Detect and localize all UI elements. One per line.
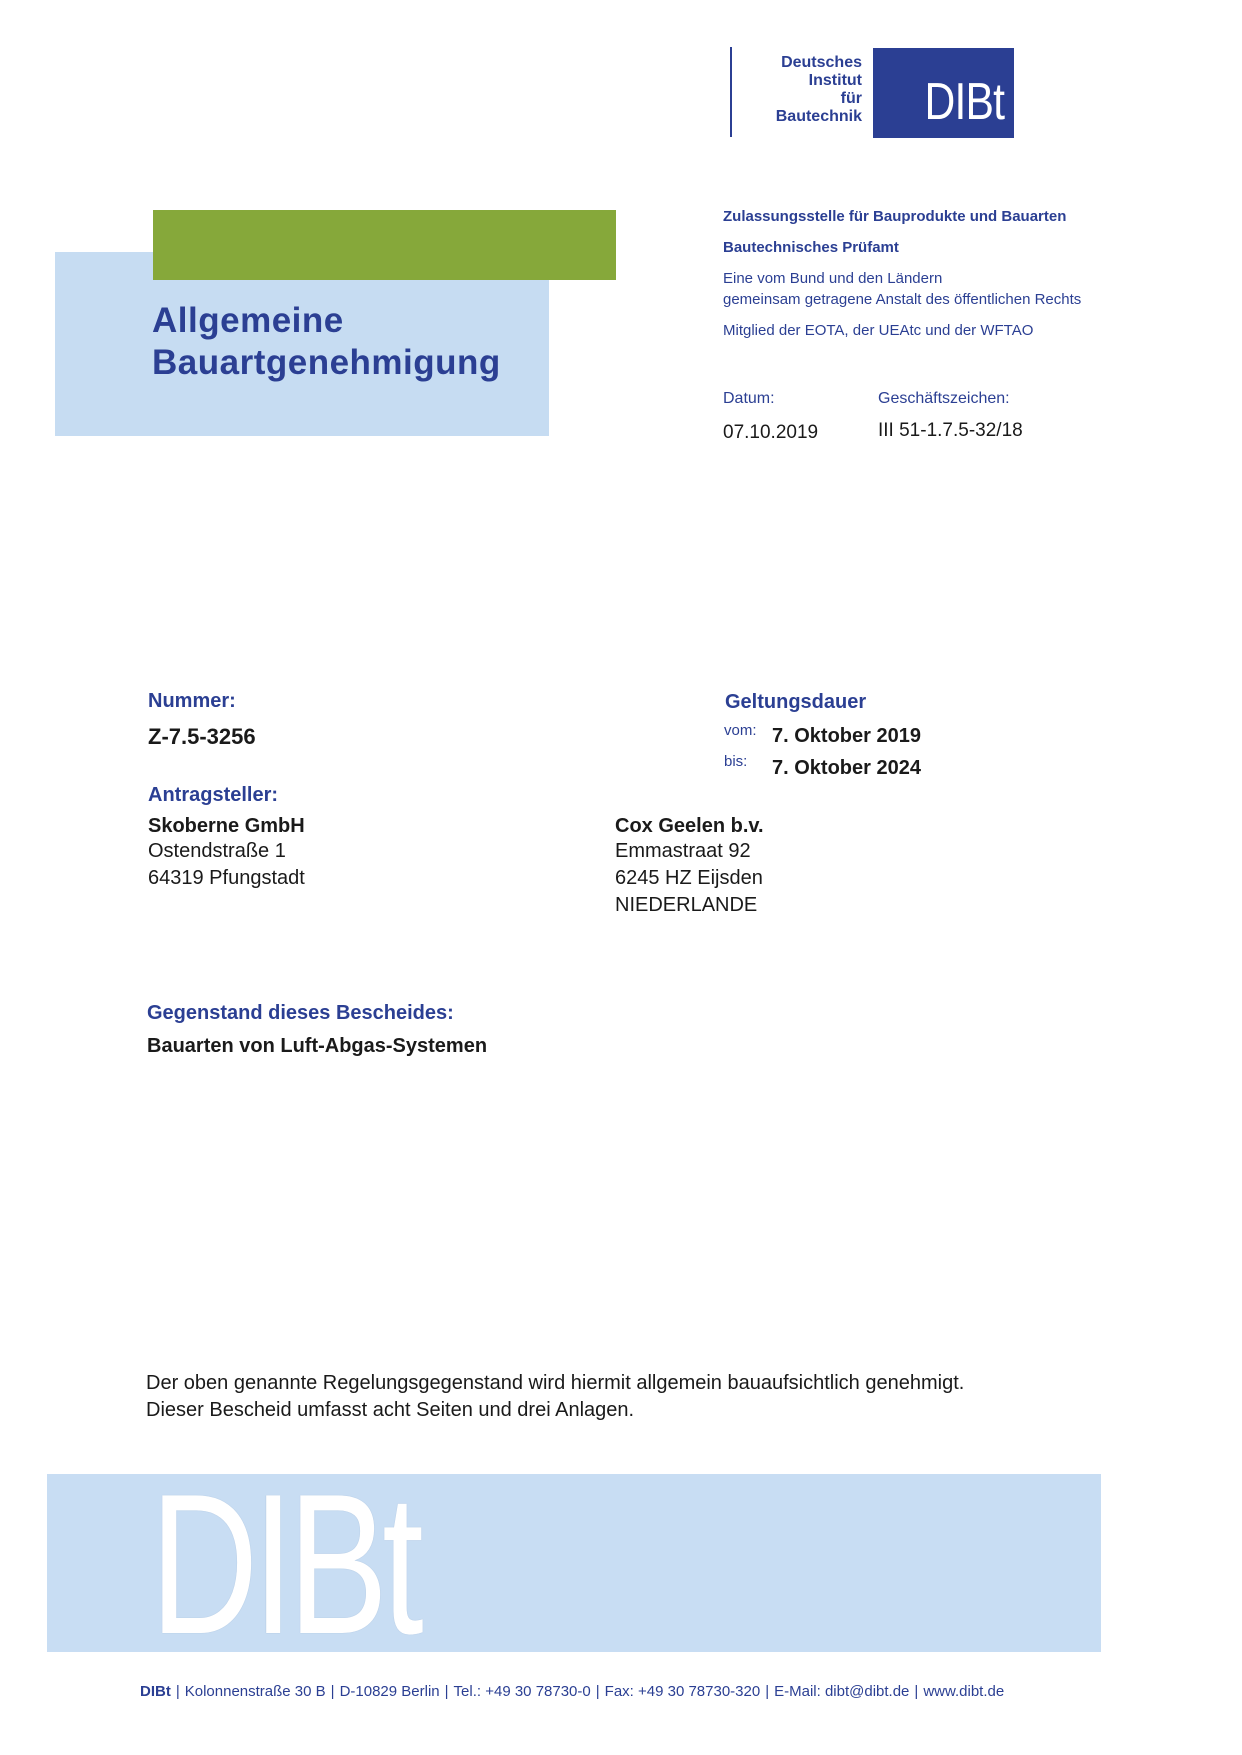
antragsteller-label: Antragsteller: xyxy=(148,784,279,806)
geschaeftszeichen-label: Geschäftszeichen: xyxy=(878,390,1010,407)
logo-divider xyxy=(730,47,732,137)
applicant-1-city: 64319 Pfungstadt xyxy=(148,867,305,889)
geschaeftszeichen-value: III 51-1.7.5-32/18 xyxy=(878,420,1023,441)
applicant-1-street: Ostendstraße 1 xyxy=(148,840,286,862)
applicant-2 xyxy=(615,815,764,919)
gegenstand-value: Bauarten von Luft-Abgas-Systemen xyxy=(147,1035,488,1057)
title-accent-bar xyxy=(153,210,616,280)
dibt-logo-mark: DIBt xyxy=(924,73,1004,131)
vom-label: vom: xyxy=(724,722,757,739)
logo-line-4: Bautechnik xyxy=(775,108,862,125)
dibt-logo xyxy=(873,48,1014,138)
bis-label: bis: xyxy=(724,753,748,770)
applicant-2-street: Emmastraat 92 xyxy=(615,840,751,862)
nummer-value: Z-7.5-3256 xyxy=(148,724,256,749)
footer-tel: Tel.: +49 30 78730-0 xyxy=(453,1683,591,1700)
geltungsdauer-label: Geltungsdauer xyxy=(725,691,867,713)
title-line-2: Bauartgenehmigung xyxy=(152,343,501,382)
info-line-1: Zulassungsstelle für Bauprodukte und Bauarten xyxy=(723,208,1067,225)
logo-line-2: Institut xyxy=(808,72,862,89)
applicant-1-name: Skoberne GmbH xyxy=(148,815,305,837)
applicant-2-country: NIEDERLANDE xyxy=(615,894,758,916)
info-line-3: Eine vom Bund und den Ländern xyxy=(723,270,943,287)
nummer-label: Nummer: xyxy=(148,690,236,712)
applicant-1 xyxy=(148,815,305,892)
institute-name xyxy=(740,54,862,126)
vom-value: 7. Oktober 2019 xyxy=(772,725,921,747)
footer-contact: DIBt | Kolonnenstraße 30 B | D-10829 Berlin | Tel.: +49 30 78730-0 | Fax: +49 30 78730-320 | E-Mail: dibt@dibt.de | www.dibt.de xyxy=(140,1683,1005,1700)
banner-dibt-logo: DIBt xyxy=(150,1453,418,1676)
title-line-1: Allgemeine xyxy=(152,301,344,340)
logo-line-3: für xyxy=(840,90,862,107)
footer-city: D-10829 Berlin xyxy=(339,1683,440,1700)
statement-line-1: Der oben genannte Regelungsgegenstand wird hiermit allgemein bauaufsichtlich genehmigt. xyxy=(146,1372,965,1394)
document-title xyxy=(152,300,501,384)
info-line-2: Bautechnisches Prüfamt xyxy=(723,239,899,256)
footer-web[interactable]: www.dibt.de xyxy=(923,1683,1005,1700)
bis-value: 7. Oktober 2024 xyxy=(772,757,921,779)
statement-line-2: Dieser Bescheid umfasst acht Seiten und drei Anlagen. xyxy=(146,1399,635,1421)
gegenstand-label: Gegenstand dieses Bescheides: xyxy=(147,1002,454,1024)
approval-statement xyxy=(146,1370,964,1424)
footer-address: Kolonnenstraße 30 B xyxy=(184,1683,326,1700)
datum-value: 07.10.2019 xyxy=(723,422,819,443)
applicant-2-city: 6245 HZ Eijsden xyxy=(615,867,763,889)
info-line-5: Mitglied der EOTA, der UEAtc und der WFTAO xyxy=(723,322,1034,339)
footer-fax: Fax: +49 30 78730-320 xyxy=(604,1683,761,1700)
info-line-4: gemeinsam getragene Anstalt des öffentlichen Rechts xyxy=(723,291,1082,308)
logo-line-1: Deutsches xyxy=(781,54,862,71)
footer-email[interactable]: E-Mail: dibt@dibt.de xyxy=(774,1683,910,1700)
datum-label: Datum: xyxy=(723,390,775,407)
applicant-2-name: Cox Geelen b.v. xyxy=(615,815,764,837)
footer-org: DIBt xyxy=(140,1683,171,1700)
